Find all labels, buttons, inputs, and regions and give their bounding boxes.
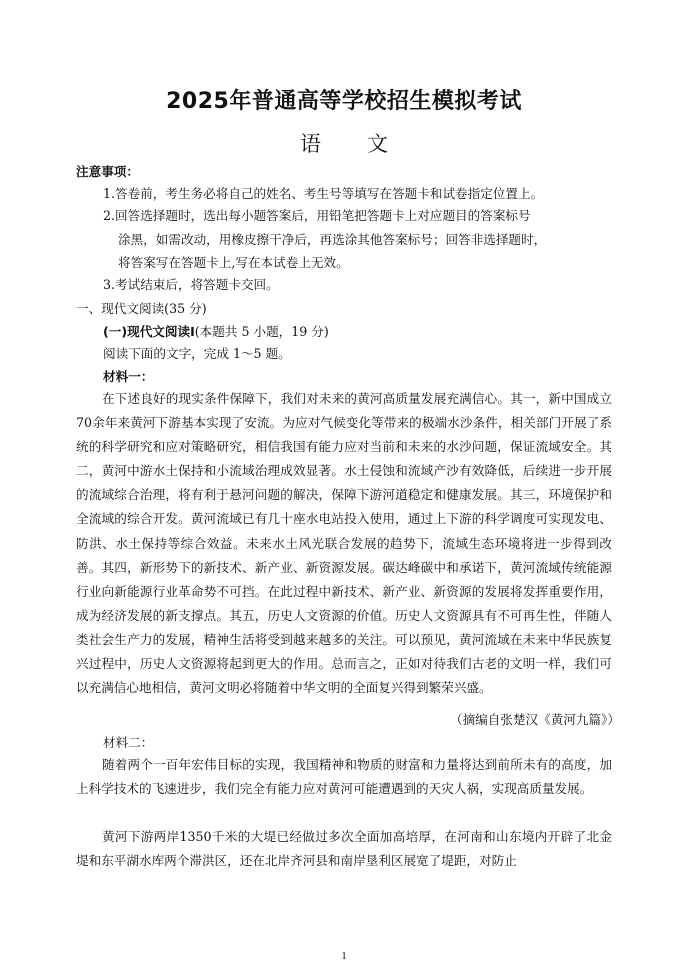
material1-body: 在下述良好的现实条件保障下，我们对未来的黄河高质量发展充满信心。其一，新中国成立70余年来黄河下游基本实现了安流。为应对气候变化等带来的极端水沙条件，相关部门开展了系统的科学研究和应对策略研究，相信我国有能力应对当前和未来的水沙问题，保证流域安全。其二，黄河中游水土保持和小流域治理成效显著。水土侵蚀和流域产沙有效降低，后续进一步开展的流域综合治理，将有利于悬河问题的解决，保障下游河道稳定和健康发展。其三，环境保护和全流域的综合开发。黄河流域已有几十座水电站投入使用，通过上下游的科学调度可实现发电、防洪、水土保持等综合效益。未来水土风光联合发展的趋势下，流域生态环境将进一步得到改善。其四，新形势下的新技术、新产业、新资源发展。碳达峰碳中和承诺下，黄河流域传统能源行业向新能源行业革命势不可挡。在此过程中新技术、新产业、新资源的发展将发挥重要作用，成为经济发展的新支撑点。其五，历史人文资源的价值。历史人文资源具有不可再生性，伴随人类社会生产力的发展，精神生活将受到越来越多的关注。可以预见，黄河流域在未来中华民族复兴过程中，历史人文资源将起到更大的作用。总而言之，正如对待我们古老的文明一样，我们可以充满信心地相信，黄河文明必将随着中华文明的全面复兴得到繁荣兴盛。	[76, 391, 612, 696]
notice-item-3: 3.考试结束后，将答题卡交回。	[103, 277, 279, 292]
material2-paragraph-2: 黄河下游两岸1350千米的大堤已经做过多次全面加高培厚，在河南和山东境内开辟了北金堤和东平湖水库两个滞洪区，还在北岸齐河县和南岸垦利区展宽了堤距，对防止	[76, 829, 612, 869]
subject-title: 语文	[300, 132, 434, 156]
material2-label: 材料二：	[103, 735, 154, 750]
material1-label: 材料一：	[103, 369, 154, 384]
section-heading: 一、现代文阅读(35 分)	[76, 301, 207, 316]
notice-item-2-cont-2: 将答案写在答题卡上,写在本试卷上无效。	[118, 255, 349, 270]
reading-instruction: 阅读下面的文字，完成 1～5 题。	[103, 346, 291, 361]
exam-title: 2025年普通高等学校招生模拟考试	[166, 89, 522, 114]
subsection-heading-bold: (一)现代文阅读Ⅰ	[103, 324, 195, 339]
notice-item-1: 1.答卷前，考生务必将自己的姓名、考生号等填写在答题卡和试卷指定位置上。	[103, 186, 544, 201]
subsection-heading-detail: (本题共 5 小题，19 分)	[194, 324, 329, 339]
subsection-heading	[103, 323, 329, 341]
notice-item-2-cont-1: 涂黑，如需改动，用橡皮擦干净后，再选涂其他答案标号；回答非选择题时，	[118, 232, 547, 247]
material2-paragraph-1: 随着两个一百年宏伟目标的实现，我国精神和物质的财富和力量将达到前所未有的高度，加上科学技术的飞速进步，我们完全有能力应对黄河可能遭遇到的天灾人祸，实现高质量发展。	[76, 757, 612, 797]
notice-item-2: 2.回答选择题时，选出每小题答案后，用铅笔把答题卡上对应题目的答案标号	[103, 208, 531, 223]
notice-heading: 注意事项：	[76, 164, 139, 179]
material1-source: （摘编自张楚汉《黄河九篇》）	[449, 712, 620, 727]
page-number: 1	[341, 950, 347, 962]
